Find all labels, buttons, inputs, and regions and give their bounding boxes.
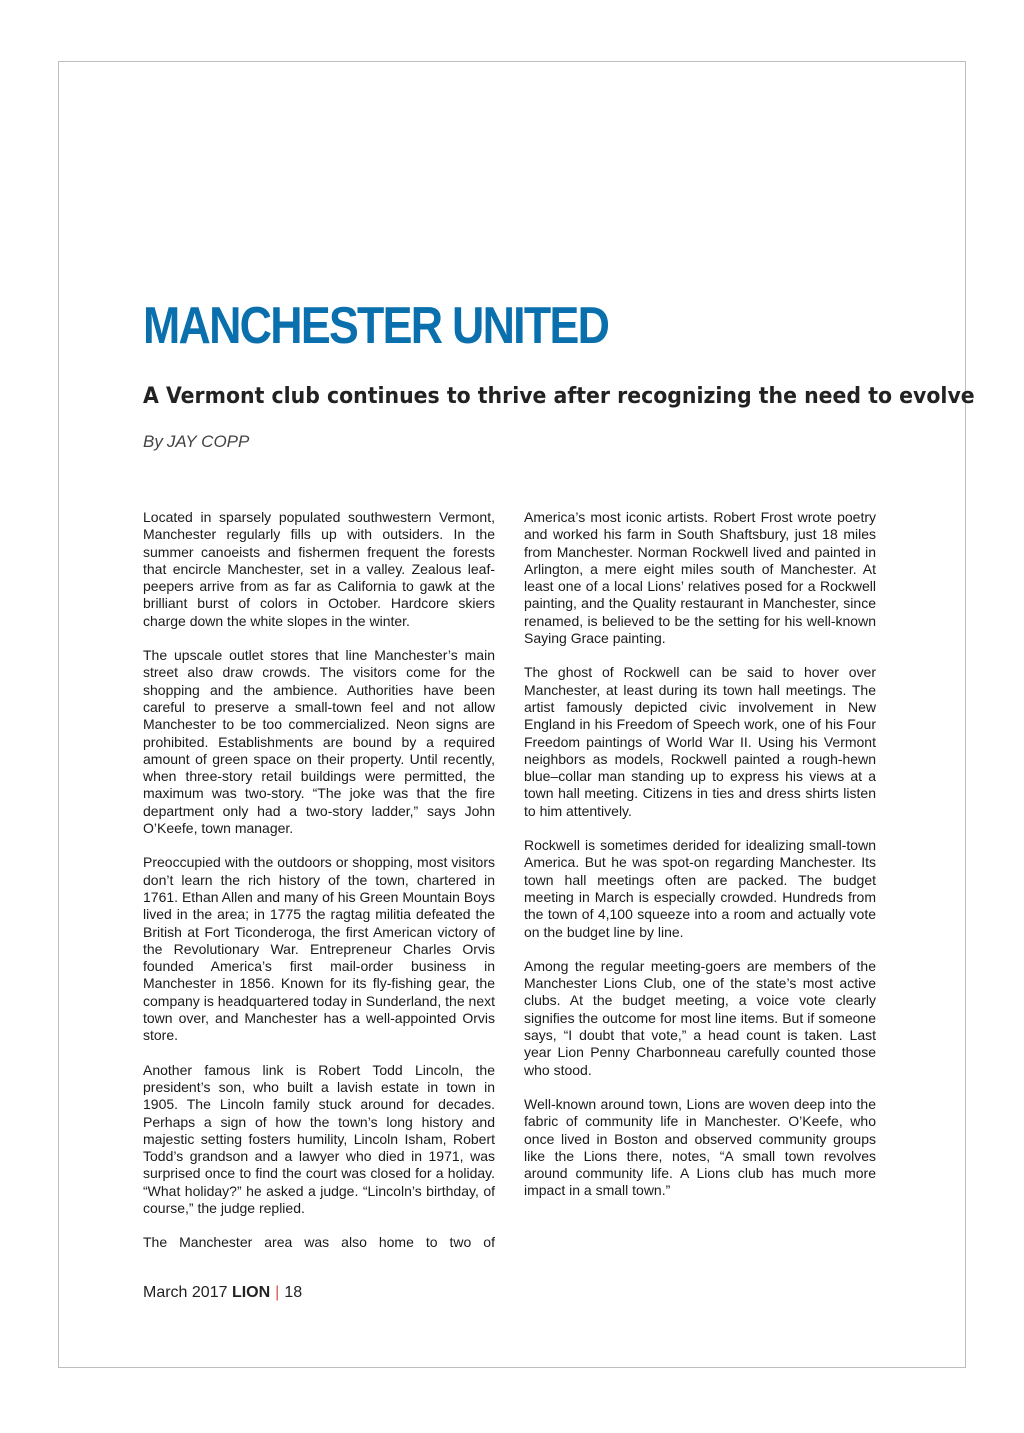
body-paragraph: Well-known around town, Lions are woven deep into the fabric of community life in Manchester. O’Keefe, who once lived in Boston and observed community groups like the Lions there, notes, “A small town revolves around community life. A Lions club has much more impact in a small town.” (524, 1095, 876, 1199)
article-headline: MANCHESTER UNITED (143, 297, 609, 355)
body-paragraph: The Manchester area was also home to two of (143, 1234, 495, 1251)
body-paragraph: The ghost of Rockwell can be said to hover over Manchester, at least during its town hall meetings. The artist famously depicted civic involvement in New England in his Freedom of Speech work, one of his Four Freedom paintings of World War II. Using his Vermont neighbors as models, Rockwell painted a rough-hewn blue–collar man standing up to express his views at a town hall meeting. Citizens in ties and dress shirts listen to him attentively. (524, 664, 876, 819)
article-subhead: A Vermont club continues to thrive after recognizing the need to evolve (143, 384, 975, 409)
footer-page-number: 18 (284, 1284, 303, 1301)
byline (143, 432, 249, 452)
body-paragraph: Preoccupied with the outdoors or shopping, most visitors don’t learn the rich history of the town, chartered in 1761. Ethan Allen and many of his Green Mountain Boys lived in the area; in 1775 the ragtag militia defeated the British at Fort Ticonderoga, the first American victory of the Revolutionary War. Entrepreneur Charles Orvis founded America’s first mail-order business in Manchester in 1856. Known for its fly-fishing gear, the company is headquartered today in Sunderland, the next town over, and Manchester has a well-appointed Orvis store. (143, 854, 495, 1044)
footer-separator: | (275, 1284, 280, 1301)
body-paragraph: Among the regular meeting-goers are members of the Manchester Lions Club, one of the state’s most active clubs. At the budget meeting, a voice vote clearly signifies the outcome for most line items. But if someone says, “I doubt that vote,” a head count is taken. Last year Lion Penny Charbonneau carefully counted those who stood. (524, 957, 876, 1078)
body-paragraph: America’s most iconic artists. Robert Frost wrote poetry and worked his farm in South Shaftsbury, just 18 miles from Manchester. Norman Rockwell lived and painted in Arlington, a mere eight miles south of Manchester. At least one of a local Lions’ relatives posed for a Rockwell painting, and the Quality restaurant in Manchester, since renamed, is believed to be the setting for his well-known Saying Grace painting. (524, 509, 876, 647)
body-column-right (524, 509, 876, 1217)
byline-author: JAY COPP (166, 432, 250, 451)
body-paragraph: Another famous link is Robert Todd Lincoln, the president’s son, who built a lavish estate in town in 1905. The Lincoln family stuck around for decades. Perhaps a sign of how the town’s long history and majestic setting fosters humility, Lincoln Isham, Robert Todd’s grandson and a lawyer who died in 1971, was surprised once to find the court was closed for a holiday. “What holiday?” he asked a judge. “Lincoln’s birthday, of course,” the judge replied. (143, 1061, 495, 1216)
footer-magazine-name: LION (231, 1284, 271, 1301)
body-paragraph: Located in sparsely populated southwestern Vermont, Manchester regularly fills up with outsiders. In the summer canoeists and fishermen frequent the forests that encircle Manchester, set in a valley. Zealous leaf-peepers arrive from as far as California to gawk at the brilliant burst of colors in October. Hardcore skiers charge down the white slopes in the winter. (143, 509, 495, 629)
body-paragraph: The upscale outlet stores that line Manchester’s main street also draw crowds. The visitors come for the shopping and the ambience. Authorities have been careful to preserve a small-town feel and not allow Manchester to be too commercialized. Neon signs are prohibited. Establishments are bound by a required amount of green space on their property. Until recently, when three-story retail buildings were permitted, the maximum was two-story. “The joke was that the fire department only had a two-story ladder,” says John O’Keefe, town manager. (143, 647, 495, 837)
footer-issue-date: March 2017 (143, 1284, 228, 1301)
body-paragraph: Rockwell is sometimes derided for idealizing small-town America. But he was spot-on regarding Manchester. Its town hall meetings often are packed. The budget meeting in March is especially crowded. Hundreds from the town of 4,100 squeeze into a room and actually vote on the budget line by line. (524, 837, 876, 940)
byline-prefix: By (143, 432, 163, 451)
body-column-left (143, 509, 495, 1269)
page-footer (143, 1284, 302, 1302)
